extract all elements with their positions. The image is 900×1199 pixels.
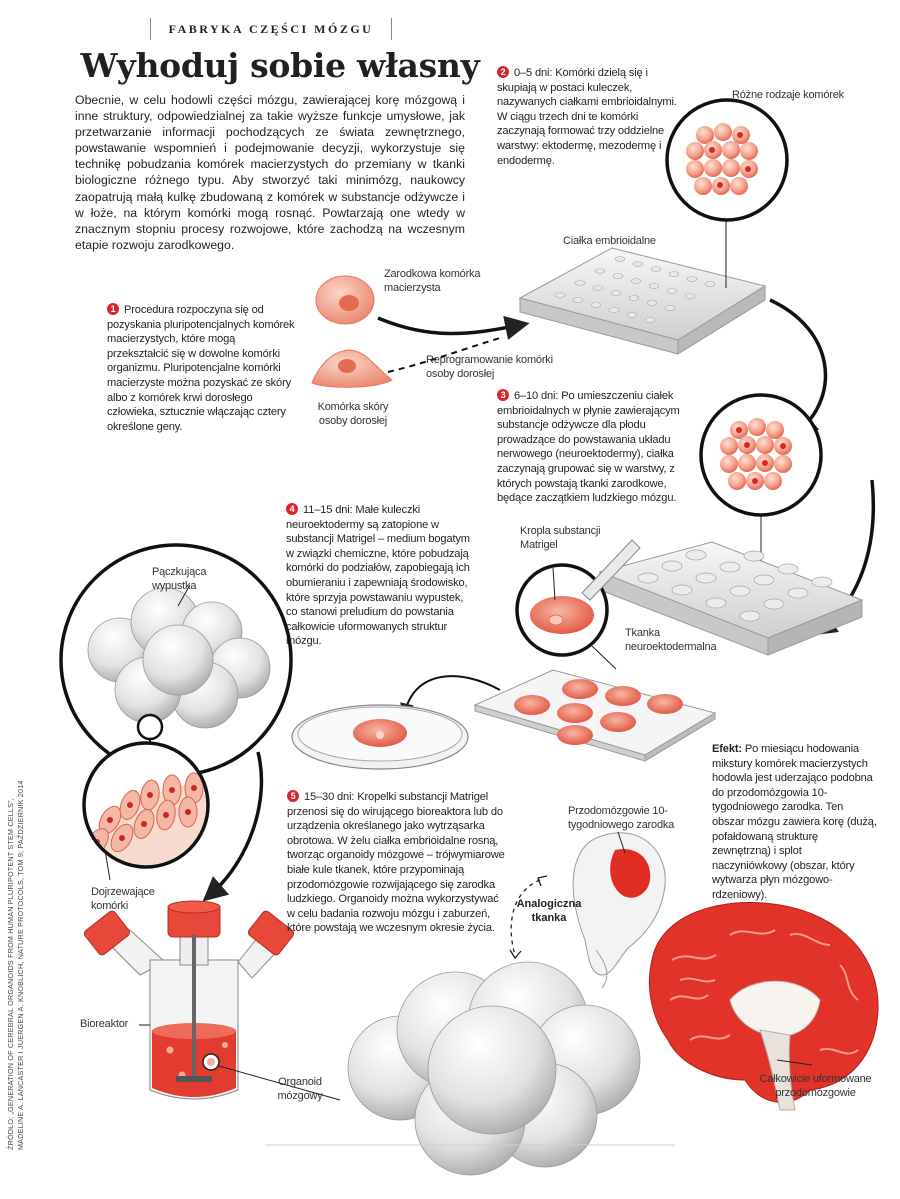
step-number-badge: 5 — [287, 790, 299, 802]
intro-paragraph: Obecnie, w celu hodowli części mózgu, zawierającej korę mózgową i inne struktury, odpowiedzialnej za takie wyższe funkcje umysłowe, jak przetwarzanie informacji pochodzących ze świata zewnętrznego, powstawanie wspomnień i podejmowanie decyzji, wykorzystuje się technikę pobudzania komórek macierzystych do przemiany w tkanki biologiczne różnego typu. Aby stworzyć taki minimózg, naukowcy zaopatrują małą kulkę zbudowaną z komórek w substancje odżywcze i w łoże, na którym komórki mogą rosnąć. Powtarzają one wtedy w znacznym stopniu procesy rozwojowe, które zachodzą na wczesnym etapie rozwoju zarodkowego. — [75, 93, 465, 252]
step-text: Procedura rozpoczyna się od pozyskania pluripotencjalnych komórek macierzystych, które mogą przekształcić się w dowolne komórki organizmu. Pluripotencjalne komórki macierzyste można pozyskać ze skóry albo z komórek krwi dorosłego człowieka, sztucznie włączając cztery określone geny. — [107, 304, 295, 433]
label-stem-cell: Zarodkowa komórka macierzysta — [384, 268, 481, 294]
stem-cell-icon — [316, 276, 374, 324]
label-skin-cell: Komórka skóry osoby dorosłej — [317, 401, 389, 427]
petri-dish-icon — [292, 705, 468, 769]
organoid-icon — [348, 962, 640, 1175]
step-text: 11–15 dni: Małe kuleczki neuroektodermy są zatopione w substancji Matrigel – medium bogatym w związki chemiczne, które pobudzają komórki do podziałów, zapobiegają ich obumieraniu i zapewniają środowisko, które sprzyja powstawaniu wypustek, co stanowi preludium do powstania całkowicie uformowanych struktur mózgu. — [286, 504, 470, 648]
arrow-icon — [378, 318, 520, 334]
label-embryoid: Ciałka embrioidalne — [563, 235, 656, 247]
step-text: 0–5 dni: Komórki dzielą się i skupiają w postaci kuleczek, nazywanych ciałkami embrioidalnymi. W ciągu trzech dni te komórki zaczynają formować trzy oddzielne warstwy: ektodermę, mezodermę i endodermę. — [497, 67, 677, 167]
layered-cluster-magnifier — [701, 395, 821, 515]
label-forebrain-embryo: Przodomózgowie 10-tygodniowego zarodka — [568, 805, 675, 831]
label-cell-types: Różne rodzaje komórek — [732, 89, 844, 101]
source-line-1: ŹRÓDŁO: „GENERATION OF CEREBRAL ORGANOIDS FROM HUMAN PLURIPOTENT STEM CELLS”, — [6, 798, 15, 1150]
label-neuroectoderm: Tkanka neuroektodermalna — [625, 627, 717, 653]
source-credit — [6, 780, 25, 1150]
step-2 — [497, 66, 687, 168]
step-3 — [497, 389, 695, 506]
label-reprogramming: Reprogramowanie komórki osoby dorosłej — [426, 354, 553, 380]
arrow-icon — [210, 752, 261, 895]
skin-cell-icon — [312, 350, 392, 387]
step-number-badge: 2 — [497, 66, 509, 78]
step-number-badge: 3 — [497, 389, 509, 401]
bioreactor-icon — [83, 901, 295, 1099]
label-budding: Pączkująca wypustka — [152, 566, 207, 592]
label-full-forebrain: Całkowicie uformowane przodomózgowie — [759, 1073, 872, 1099]
step-1 — [107, 303, 299, 434]
label-organoid: Organoid mózgowy — [277, 1076, 323, 1102]
section-label: FABRYKA CZĘŚCI MÓZGU — [150, 18, 392, 40]
step-text: 15–30 dni: Kropelki substancji Matrigel przenosi się do wirującego bioreaktora lub do urządzenia określanego jako wytrząsarka obrotowa. W żelu ciałka embrioidalne rosną, tworząc organoidy mózgowe – trójwymiarowe białe kule tkanek, które przypominają przodomózgowie rozwijającego się zarodka ludzkiego. Organoidy można wykorzystywać w celu badania rozwoju mózgu i zaburzeń, które powstają we wczesnym okresie życia. — [287, 791, 505, 935]
label-analogous: Analogiczna tkanka — [516, 898, 582, 924]
effect-note — [712, 742, 877, 903]
page-title: Wyhoduj sobie własny — [80, 46, 480, 85]
label-bioreactor: Bioreaktor — [80, 1018, 129, 1030]
effect-label: Efekt: — [712, 743, 742, 755]
step-text: 6–10 dni: Po umieszczeniu ciałek embrioidalnych w płynie zawierającym substancje odżywcze dla płodu prowadzące do powstawania układu nerwowego (neuroektodermy), ciałka zaczynają grupować się w warstwy, z których powstają tkanki zarodkowe, będące zaczątkiem ludzkiego mózgu. — [497, 390, 680, 505]
neuroectoderm-slab-icon — [475, 670, 715, 761]
step-5 — [287, 790, 507, 936]
mature-cells-magnifier — [81, 743, 210, 880]
label-matrigel-drop: Kropla substancji Matrigel — [520, 525, 601, 551]
effect-text: Po miesiącu hodowania mikstury komórek macierzystych hodowla jest uderzająco podobna do przodomózgowia 10-tygodniowego zarodka. Ten obszar mózgu zawiera korę (dużą, pofałdowaną strukturę zewnętrzną) i splot naczyniówkowy (obszar, który wytwarza płyn mózgowo-rdzeniowy). — [712, 743, 877, 901]
step-4 — [286, 503, 476, 649]
step-number-badge: 4 — [286, 503, 298, 515]
source-line-2: MADELINE A. LANCASTER I JUERGEN A. KNOBLICH, NATURE PROTOCOLS, TOM 9; PAŹDZIERNIK 2014 — [15, 780, 25, 1150]
well-plate-icon — [520, 248, 765, 354]
step-number-badge: 1 — [107, 303, 119, 315]
label-maturing: Dojrzewające komórki — [91, 886, 155, 912]
